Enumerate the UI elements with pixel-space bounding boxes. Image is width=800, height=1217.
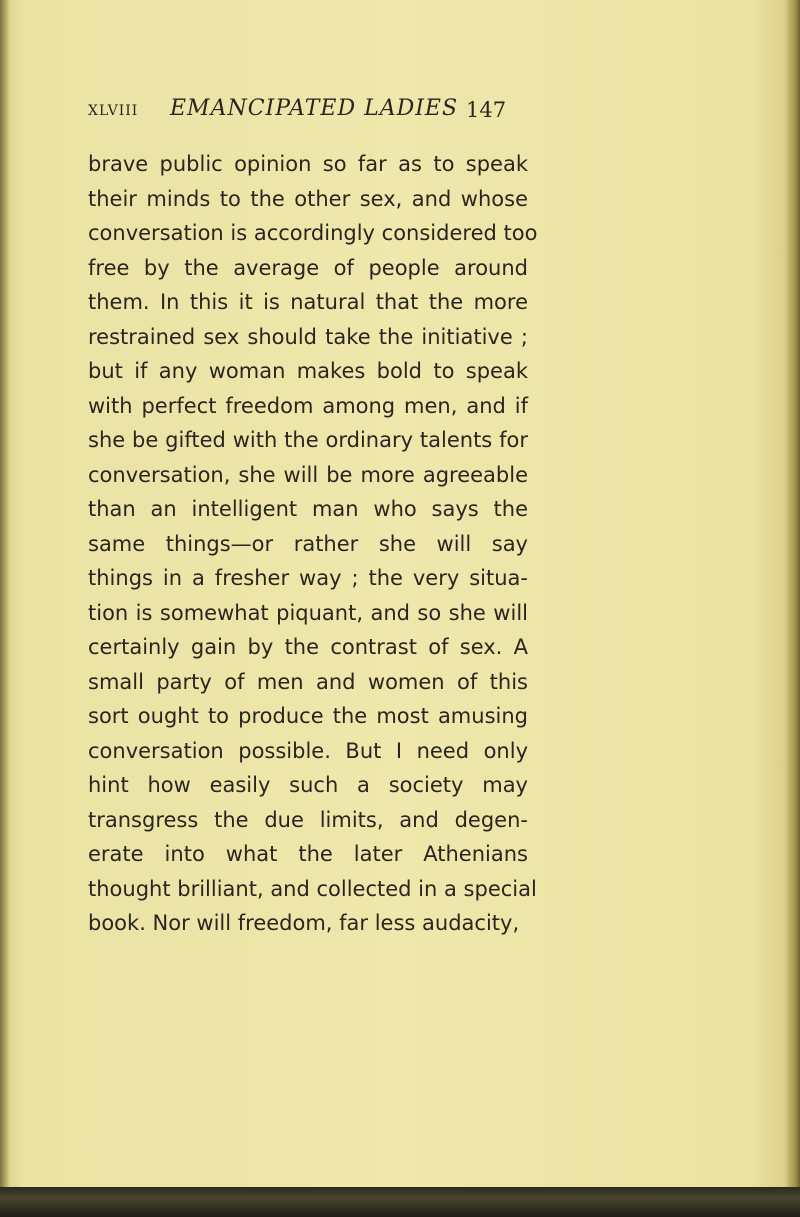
text-line: she be gifted with the ordinary talents for [88,428,528,452]
text-line: thought brilliant, and collected in a special [88,876,537,901]
page-gutter-shadow [0,0,10,1217]
text-line: hint how easily such a society may [88,773,528,797]
running-header [88,96,518,130]
chapter-numeral: XLVIII [88,103,139,119]
text-line: brave public opinion so far as to speak [88,152,528,176]
book-edge-band [0,1187,800,1217]
body-text [88,147,538,941]
text-line: conversation is accordingly considered too [88,221,538,245]
text-line: book. Nor will freedom, far less audacity, [88,911,520,935]
text-line: free by the average of people around [88,255,528,280]
text-line: than an intelligent man who says the [88,497,528,521]
text-line: conversation possible. But I need only [88,738,528,763]
text-line: with perfect freedom among men, and if [88,393,528,418]
text-line: small party of men and women of this [88,669,528,694]
text-line: certainly gain by the contrast of sex. A [88,635,528,659]
text-line: things in a fresher way ; the very situa- [88,566,528,590]
text-line: but if any woman makes bold to speak [88,359,528,383]
page-edge-shadow [786,0,800,1217]
text-line: erate into what the later Athenians [88,842,528,866]
text-line: transgress the due limits, and degen- [88,807,528,832]
text-line: restrained sex should take the initiative ; [88,324,528,349]
text-line: sort ought to produce the most amusing [88,704,528,728]
text-line: conversation, she will be more agreeable [88,462,528,487]
text-line: tion is somewhat piquant, and so she will [88,600,528,625]
text-line: same things—or rather she will say [88,531,528,556]
text-line: them. In this it is natural that the more [88,290,528,314]
running-title: EMANCIPATED LADIES [170,96,459,121]
text-line: their minds to the other sex, and whose [88,186,528,211]
page-number: 147 [466,98,507,122]
